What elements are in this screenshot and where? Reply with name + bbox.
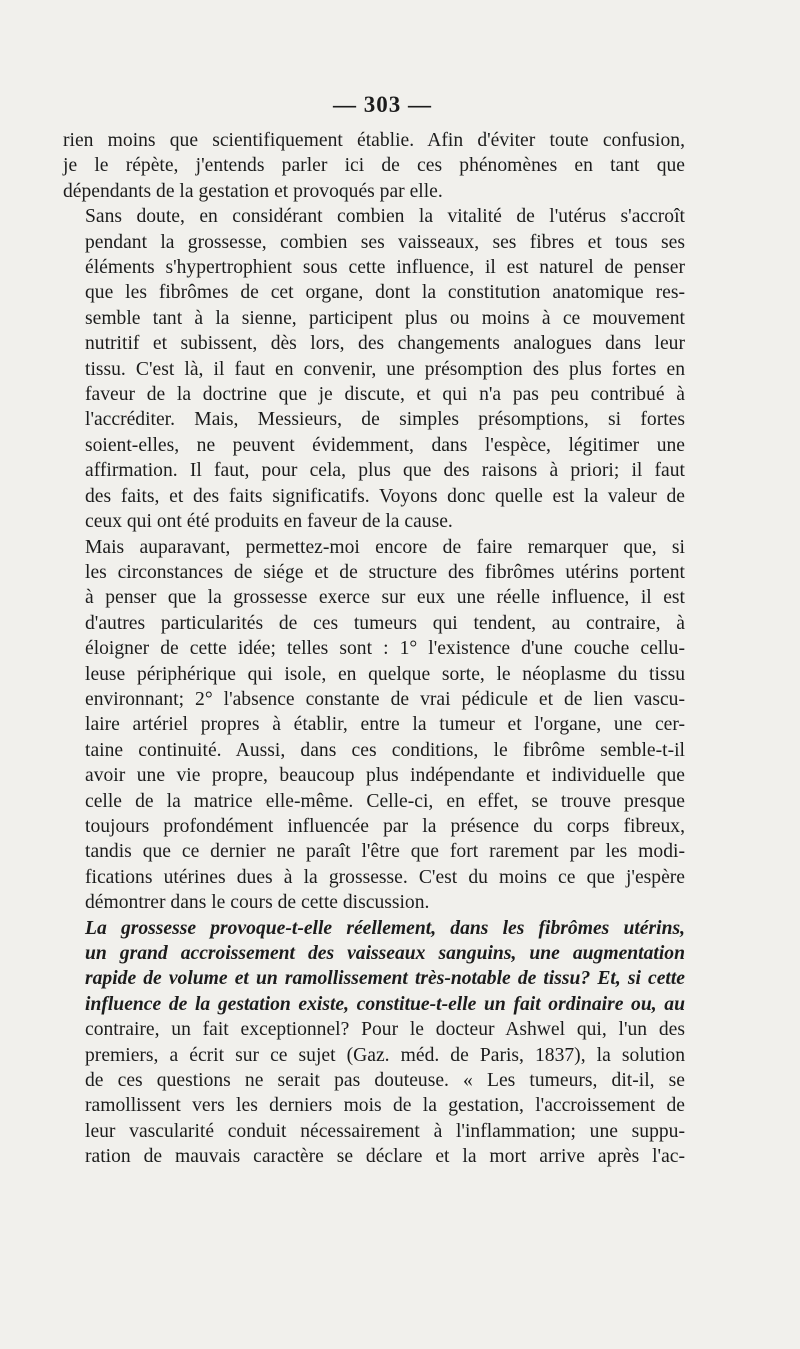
text-line: celle de la matrice elle-même. Celle-ci, en effet, se trouve presque — [85, 790, 685, 812]
text-line: fications utérines dues à la grossesse. C'est du moins ce que j'espère — [85, 866, 685, 888]
text-line: rien moins que scientifiquement établie. Afin d'éviter toute confusion, — [63, 130, 685, 151]
text-line: premiers, a écrit sur ce sujet (Gaz. méd. de Paris, 1837), la solution — [85, 1044, 685, 1066]
text-line-emphasis: rapide de volume et un ramollissement très-notable de tissu? Et, si cette — [85, 968, 685, 990]
paragraph — [63, 128, 685, 204]
text-line: avoir une vie propre, beaucoup plus indépendante et individuelle que — [85, 765, 685, 787]
text-line: affirmation. Il faut, pour cela, plus que des raisons à priori; il faut — [85, 460, 685, 482]
text-line: des faits, et des faits significatifs. Voyons donc quelle est la valeur de — [85, 485, 685, 507]
text-line: tissu. C'est là, il faut en convenir, une présomption des plus fortes en — [85, 358, 685, 380]
text-line: que les fibrômes de cet organe, dont la constitution anatomique res- — [85, 282, 685, 304]
text-line: les circonstances de siége et de structure des fibrômes utérins portent — [85, 561, 685, 583]
text-line: démontrer dans le cours de cette discussion. — [85, 892, 430, 914]
text-line: contraire, un fait exceptionnel? Pour le docteur Ashwel qui, l'un des — [85, 1019, 685, 1041]
text-line: toujours profondément influencée par la présence du corps fibreux, — [85, 815, 685, 837]
text-line: Mais auparavant, permettez-moi encore de faire remarquer que, si — [85, 536, 685, 558]
text-line: soient-elles, ne peuvent évidemment, dans l'espèce, légitimer une — [85, 434, 685, 456]
text-line: leur vascularité conduit nécessairement à l'inflammation; une suppu- — [85, 1120, 685, 1142]
paragraph — [63, 204, 685, 534]
text-line: éloigner de cette idée; telles sont : 1° l'existence d'une couche cellu- — [85, 638, 685, 660]
text-line: faveur de la doctrine que je discute, et qui n'a pas peu contribué à — [85, 384, 685, 406]
text-line: ramollissent vers les derniers mois de la gestation, l'accroissement de — [85, 1095, 685, 1117]
text-line: nutritif et subissent, dès lors, des changements analogues dans leur — [85, 333, 685, 355]
text-line-emphasis: influence de la gestation existe, constitue-t-elle un fait ordinaire ou, au — [85, 993, 685, 1015]
text-line: taine continuité. Aussi, dans ces conditions, le fibrôme semble-t-il — [85, 739, 685, 761]
text-line: éléments s'hypertrophient sous cette influence, il est naturel de penser — [85, 257, 685, 279]
text-line: leuse périphérique qui isole, en quelque sorte, le néoplasme du tissu — [85, 663, 685, 685]
text-line: environnant; 2° l'absence constante de vrai pédicule et de lien vascu- — [85, 688, 685, 710]
text-line: tandis que ce dernier ne paraît l'être que fort rarement par les modi- — [85, 841, 685, 863]
text-line: je le répète, j'entends parler ici de ces phénomènes en tant que — [63, 155, 685, 177]
paragraph — [63, 535, 685, 916]
text-line: dépendants de la gestation et provoqués par elle. — [63, 180, 443, 202]
text-line: Sans doute, en considérant combien la vitalité de l'utérus s'accroît — [85, 206, 685, 228]
page-number: — 303 — — [333, 92, 432, 117]
text-line: pendant la grossesse, combien ses vaisseaux, ses fibres et tous ses — [85, 231, 685, 253]
text-line: à penser que la grossesse exerce sur eux une réelle influence, il est — [85, 587, 685, 609]
text-line-emphasis: un grand accroissement des vaisseaux sanguins, une augmentation — [85, 943, 685, 964]
text-line: d'autres particularités de ces tumeurs qui tendent, au contraire, à — [85, 612, 685, 634]
text-line: l'accréditer. Mais, Messieurs, de simples présomptions, si fortes — [85, 409, 685, 431]
text-line: laire artériel propres à établir, entre la tumeur et l'organe, une cer- — [85, 714, 685, 736]
body-text — [63, 128, 685, 1170]
text-line: semble tant à la sienne, participent plus ou moins à ce mouvement — [85, 307, 685, 329]
text-line: ceux qui ont été produits en faveur de la cause. — [85, 511, 453, 533]
text-line: de ces questions ne serait pas douteuse. « Les tumeurs, dit-il, se — [85, 1070, 685, 1092]
paragraph — [63, 916, 685, 1170]
text-line-emphasis: La grossesse provoque-t-elle réellement, dans les fibrômes utérins, — [85, 917, 685, 939]
text-line: ration de mauvais caractère se déclare et la mort arrive après l'ac- — [85, 1146, 685, 1168]
